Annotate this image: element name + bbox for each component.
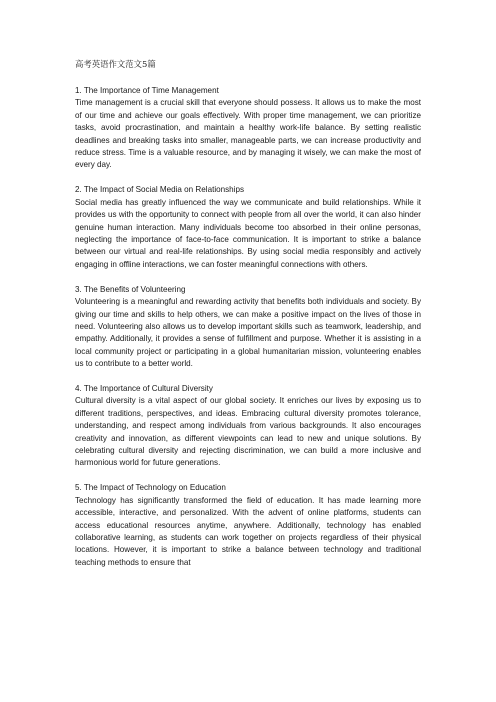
section-body: Time management is a crucial skill that everyone should possess. It allows us to make the most of our time and achieve our goals effectively. With proper time management, we can prioritize tasks, avoid procrastination, and maintain a healthy work-life balance. By setting realistic deadlines and breaking tasks into smaller, manageable parts, we can increase productivity and reduce stress. Time is a valuable resource, and by managing it wisely, we can make the most of every day. xyxy=(75,98,421,170)
essay-section-5 xyxy=(75,482,421,569)
section-body: Social media has greatly influenced the way we communicate and build relationships. While it provides us with the opportunity to connect with people from all over the world, it can also hinder genuine human interaction. Many individuals become too absorbed in their online personas, neglecting the importance of face-to-face communication. It is important to strike a balance between our virtual and real-life relationships. By using social media responsibly and actively engaging in offline interactions, we can foster meaningful connections with others. xyxy=(75,197,421,269)
essay-section-2 xyxy=(75,184,421,271)
section-heading: 2. The Impact of Social Media on Relationships xyxy=(75,185,245,195)
section-body: Cultural diversity is a vital aspect of our global society. It enriches our lives by exposing us to different traditions, perspectives, and ideas. Embracing cultural diversity promotes tolerance, understanding, and respect among individuals from various backgrounds. It also encourages creativity and innovation, as different viewpoints can lead to new and unique solutions. By celebrating cultural diversity and rejecting discrimination, we can build a more inclusive and harmonious world for future generations. xyxy=(75,396,421,468)
essay-section-1 xyxy=(75,85,421,172)
essay-section-3 xyxy=(75,284,421,371)
section-heading: 5. The Impact of Technology on Education xyxy=(75,483,226,493)
section-heading: 4. The Importance of Cultural Diversity xyxy=(75,384,213,394)
section-heading: 1. The Importance of Time Management xyxy=(75,86,219,95)
document-title: 高考英语作文范文5篇 xyxy=(75,59,156,69)
document-page xyxy=(75,58,421,582)
section-heading: 3. The Benefits of Volunteering xyxy=(75,284,186,294)
section-body: Technology has significantly transformed the field of education. It has made learning more accessible, interactive, and personalized. With the advent of online platforms, students can access educational resources anytime, anywhere. Additionally, technology has enabled collaborative learning, as students can work together on projects regardless of their physical locations. However, it is important to strike a balance between technology and traditional teaching methods to ensure that xyxy=(75,495,421,567)
essay-section-4 xyxy=(75,383,421,470)
section-body: Volunteering is a meaningful and rewarding activity that benefits both individuals and society. By giving our time and skills to help others, we can make a positive impact on the lives of those in need. Volunteering also allows us to develop important skills such as teamwork, leadership, and empathy. Additionally, it provides a sense of fulfillment and purpose. Whether it is assisting in a local community project or participating in a global humanitarian mission, volunteering enables us to contribute to a better world. xyxy=(75,297,421,369)
